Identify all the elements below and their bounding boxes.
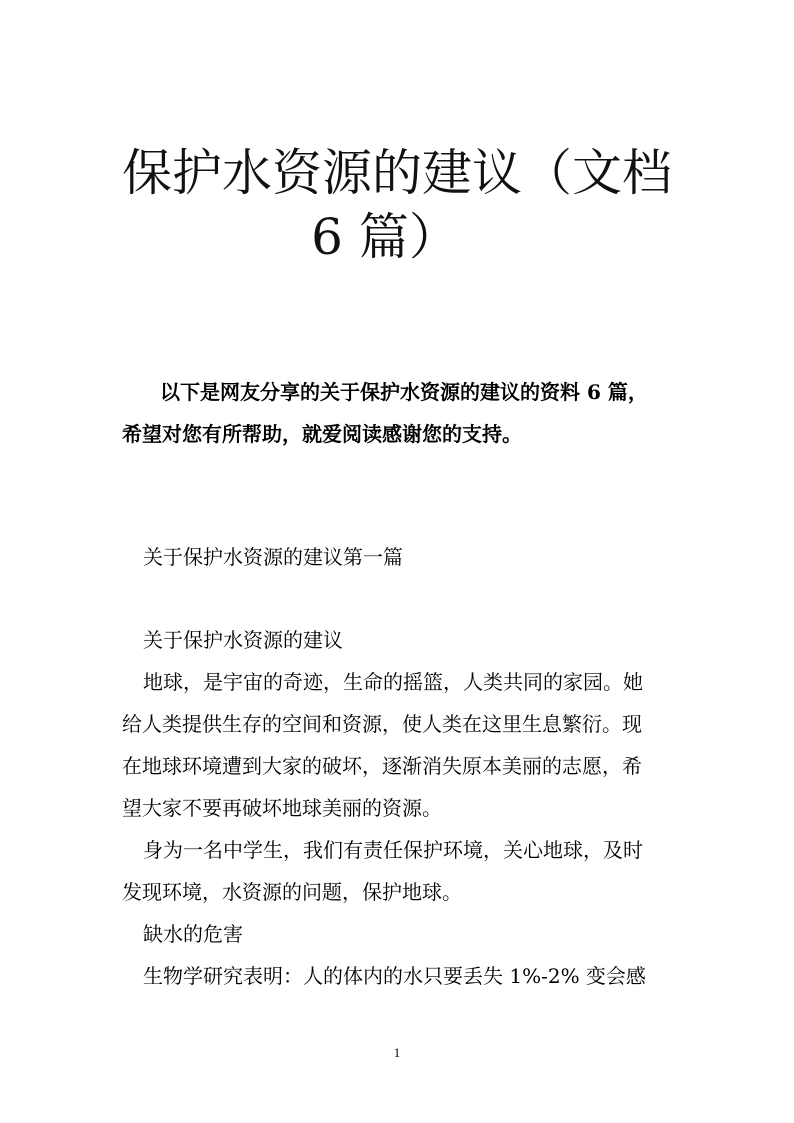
subheading: 关于保护水资源的建议 bbox=[143, 628, 343, 652]
heading-water-shortage: 缺水的危害 bbox=[143, 922, 243, 946]
paragraph-1-line-2: 给人类提供生存的空间和资源，使人类在这里生息繁衍。现 bbox=[122, 712, 642, 736]
paragraph-2-line-2: 发现环境，水资源的问题，保护地球。 bbox=[122, 880, 462, 904]
page-number: 1 bbox=[393, 1045, 401, 1060]
paragraph-1-line-4: 望大家不要再破坏地球美丽的资源。 bbox=[122, 796, 442, 820]
paragraph-2-line-1: 身为一名中学生，我们有责任保护环境，关心地球，及时 bbox=[143, 838, 643, 862]
document-title-line-1: 保护水资源的建议（文档 bbox=[122, 144, 672, 202]
section-heading: 关于保护水资源的建议第一篇 bbox=[143, 545, 403, 569]
paragraph-1-line-3: 在地球环境遭到大家的破坏，逐渐消失原本美丽的志愿，希 bbox=[122, 754, 642, 778]
intro-line-1: 以下是网友分享的关于保护水资源的建议的资料 6 篇， bbox=[160, 380, 648, 404]
paragraph-1-line-1: 地球，是宇宙的奇迹，生命的摇篮，人类共同的家园。她 bbox=[143, 670, 643, 694]
intro-line-2: 希望对您有所帮助，就爱阅读感谢您的支持。 bbox=[122, 422, 522, 446]
document-title-line-2: 6 篇） bbox=[311, 208, 459, 266]
paragraph-3-line-1: 生物学研究表明：人的体内的水只要丢失 1%-2% 变会感 bbox=[143, 964, 646, 988]
